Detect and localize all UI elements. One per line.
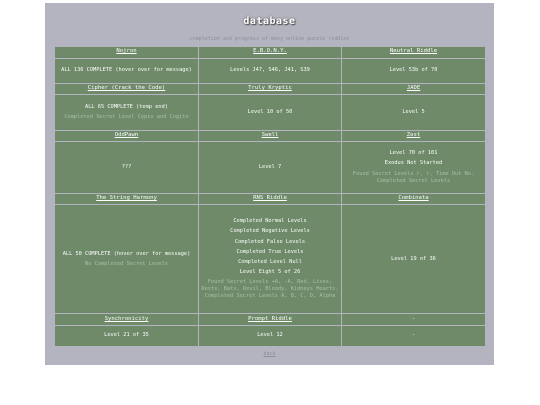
riddle-status-cipher [55,95,199,131]
riddle-name-cell[interactable] [55,47,199,59]
page-subtitle: completion and progress of many online puzzle riddles [189,36,350,42]
riddle-status-truly-kryptic: Level 10 of 50 [199,95,342,131]
riddle-status-swell: Level 7 [199,142,342,193]
riddle-status-zest [342,142,486,193]
riddle-link-jade[interactable]: JADE [406,85,421,92]
riddle-name-cell[interactable] [342,193,486,205]
riddle-link-neutral-riddle[interactable]: Neutral Riddle [389,48,438,55]
riddle-link-oddpawn[interactable]: OddPawn [114,132,139,139]
riddle-status-ebony: Levels J47, S46, J41, S39 [199,58,342,83]
riddle-status-rns-riddle [199,205,342,314]
back-link[interactable]: back [263,351,276,357]
table-row [55,193,486,205]
riddle-name-cell[interactable] [55,83,199,95]
riddle-link-truly-kryptic[interactable]: Truly Kryptic [248,85,292,92]
rns-line: Completed Normal Levels [233,218,307,225]
riddle-name-cell[interactable] [342,47,486,59]
table-row [55,58,486,83]
riddle-name-cell[interactable] [199,193,342,205]
riddle-status-string-harmony[interactable] [55,205,199,314]
page-title: database [243,16,296,27]
riddle-status-combinata: Level 19 of 36 [342,205,486,314]
riddle-link-synchronicity[interactable]: Synchronicity [104,315,149,322]
riddle-link-cipher[interactable]: Cipher (Crack the Code) [87,85,166,92]
rns-line: Completed True Levels [236,248,304,255]
riddle-name-cell[interactable] [342,130,486,142]
riddle-link-string-harmony[interactable]: The String Harmony [96,195,157,202]
empty-name-cell: - [342,314,486,326]
table-row [55,142,486,193]
string-harmony-status[interactable]: ALL 50 COMPLETE (hover over for message) [62,250,191,257]
riddle-link-prompt-riddle[interactable]: Prompt Riddle [248,315,292,322]
table-row [55,205,486,314]
riddle-link-swell[interactable]: Swell [261,132,279,139]
riddle-status-nojron[interactable]: ALL 136 COMPLETE (hover over for message) [55,58,199,83]
riddle-status-jade: Level 5 [342,95,486,131]
rns-line: Completed False Levels [234,238,306,245]
table-row [55,47,486,59]
zest-status-exodus: Exodus Not Started [384,160,443,167]
rns-line: Completed Negative Levels [230,228,310,235]
riddle-status-oddpawn: ??? [55,142,199,193]
riddle-name-cell[interactable] [199,130,342,142]
cipher-note: Completed Secret Level Cypis and Cogito [64,114,189,121]
riddle-name-cell[interactable] [55,130,199,142]
riddle-name-cell[interactable] [55,193,199,205]
riddle-status-synchronicity: Level 21 of 35 [55,325,199,346]
table-row [55,83,486,95]
riddle-name-cell[interactable] [55,314,199,326]
table-row [55,130,486,142]
zest-status-main: Level 70 of 101 [389,150,438,157]
rns-line: Level Eight 5 of 26 [239,268,301,275]
table-row [55,314,486,326]
riddle-name-cell[interactable] [199,83,342,95]
riddle-link-ebony[interactable]: E.B.O.N.Y. [253,48,287,55]
riddle-link-zest[interactable]: Zest [406,132,421,139]
riddle-name-cell[interactable] [199,314,342,326]
riddle-link-rns-riddle[interactable]: RNS Riddle [253,195,287,202]
cipher-status: ALL 65 COMPLETE (temp end) [85,103,168,110]
empty-status-cell: - [342,325,486,346]
string-harmony-note: No Completed Secret Levels [85,260,168,267]
riddle-name-cell[interactable] [342,83,486,95]
zest-note: Found Secret Levels r, r, Time Out No. Completed Secret Levels [352,170,475,184]
table-row [55,325,486,346]
database-panel [45,3,494,365]
riddle-name-cell[interactable] [199,47,342,59]
riddle-status-prompt-riddle: Level 12 [199,325,342,346]
rns-line: Completed Level Null [238,258,302,265]
riddle-link-combinata[interactable]: Combinata [398,195,429,202]
table-row [55,95,486,131]
rns-note: Found Secret Levels +A, -A, Red, Lives, Rests, Bats, Devil, Bloody, Kidneys Hearts. Completed Secret Levels A, B, C, D, Alpha [201,279,339,300]
riddle-status-neutral-riddle: Level 53b of 70 [342,58,486,83]
riddle-table [54,46,486,347]
riddle-link-nojron[interactable]: Nojron [116,48,137,55]
